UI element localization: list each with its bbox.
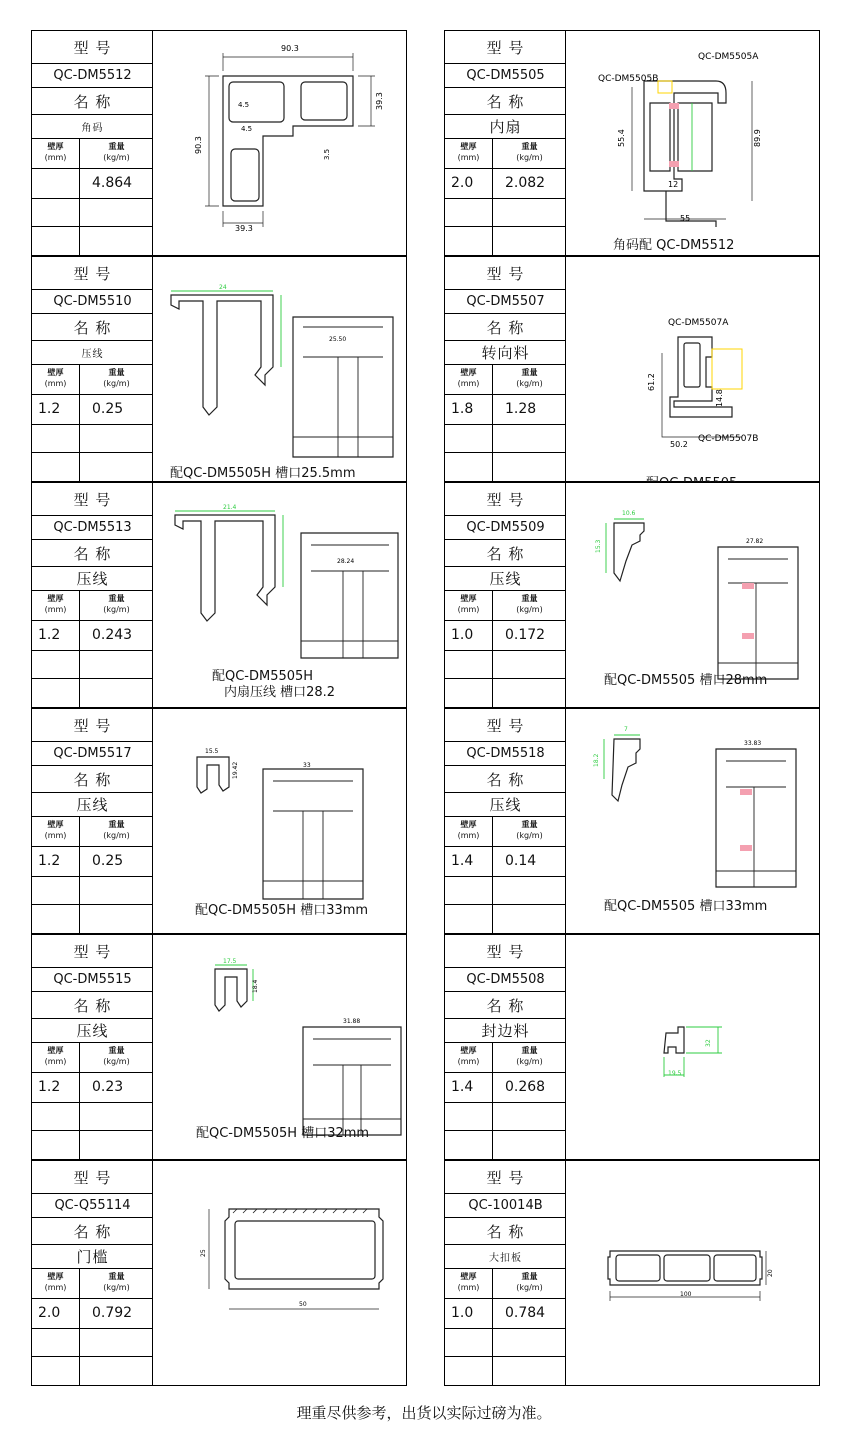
- threshold-drawing: [153, 1161, 406, 1385]
- weight-header: 重量 (kg/m): [103, 594, 130, 614]
- profile-drawing: [153, 935, 406, 1159]
- spec-table: [32, 31, 153, 255]
- thickness-value: 2.0: [38, 1305, 61, 1321]
- name-value: 内扇: [445, 115, 566, 139]
- dim-notch: 33.83: [744, 740, 762, 747]
- thickness-header: 壁厚 (mm): [457, 1272, 480, 1292]
- weight-value: 1.28: [505, 401, 537, 417]
- profile-drawing: [566, 709, 819, 933]
- board-outline: [608, 1251, 762, 1285]
- dim-left: 55.4: [617, 129, 626, 147]
- thickness-header: 壁厚 (mm): [44, 1046, 67, 1066]
- profile-card-qc-dm5512: [31, 30, 407, 256]
- empty-row: [32, 651, 153, 679]
- empty-row: [32, 877, 153, 905]
- model-label: 型 号: [32, 31, 153, 64]
- bead-profile: [171, 295, 273, 415]
- profile-card-qc-dm5510: [31, 256, 407, 482]
- name-value: 转向料: [445, 341, 566, 365]
- model-value: QC-DM5508: [445, 968, 566, 992]
- model-label: 型 号: [445, 31, 566, 64]
- weight-header: 重量 (kg/m): [516, 142, 543, 162]
- dim-notch: 33: [303, 762, 311, 769]
- weight-value: 0.268: [505, 1079, 546, 1095]
- profile-card-qc-dm5513: [31, 482, 407, 708]
- thickness-value: 1.0: [451, 627, 474, 643]
- sash-outline: [644, 81, 726, 191]
- weight-value: 0.792: [92, 1305, 133, 1321]
- empty-row: [445, 199, 566, 227]
- thickness-value: 1.4: [451, 1079, 474, 1095]
- footer-note: 理重尽供参考，出货以实际过磅为准。: [296, 1404, 552, 1422]
- model-value: QC-DM5515: [32, 968, 153, 992]
- spec-table: [32, 483, 153, 707]
- dim-notch: 28.24: [337, 558, 355, 565]
- gasket: [740, 789, 752, 795]
- name-value: 角码: [32, 115, 153, 139]
- profile-drawing: [153, 257, 406, 481]
- dim-notch: 25.50: [329, 336, 347, 343]
- empty-row: [445, 1103, 566, 1131]
- weight-value: 0.25: [92, 853, 124, 869]
- empty-row: [445, 425, 566, 453]
- profile-drawing: [153, 31, 406, 255]
- profile-drawing: [566, 483, 819, 707]
- name-label: 名 称: [445, 88, 566, 115]
- caption: 配QC-DM5505H: [212, 669, 314, 684]
- profile-drawing: [566, 31, 819, 255]
- dim-side: 18.2: [593, 753, 600, 767]
- dim-top: 90.3: [281, 44, 299, 53]
- weight-header: 重量 (kg/m): [516, 368, 543, 388]
- thickness-value: 1.8: [451, 401, 474, 417]
- model-value: QC-10014B: [445, 1194, 566, 1218]
- empty-row: [445, 877, 566, 905]
- weight-value: 4.864: [92, 175, 133, 191]
- model-value: QC-DM5512: [32, 64, 153, 88]
- label-b: QC-DM5507B: [698, 434, 759, 444]
- dim-height: 20: [767, 1269, 774, 1277]
- chamber: [616, 1255, 660, 1281]
- spec-table: [445, 935, 566, 1159]
- caption: 配QC-DM5505 槽口33mm: [604, 899, 768, 914]
- model-label: 型 号: [445, 1161, 566, 1194]
- thickness-value: 2.0: [451, 175, 474, 191]
- empty-row: [32, 1103, 153, 1131]
- caption: 角码配 QC-DM5512: [613, 238, 735, 253]
- dim-height: 61.2: [647, 373, 656, 391]
- edge-trim-drawing: [566, 935, 819, 1159]
- dim-width: 50.2: [670, 440, 688, 449]
- profile-card-qc-dm5508: [444, 934, 820, 1160]
- dim-line: [604, 735, 640, 779]
- dim-small: 14.8: [715, 389, 724, 407]
- thickness-value: 1.2: [38, 853, 61, 869]
- thickness-header: 壁厚 (mm): [457, 368, 480, 388]
- name-value: 压线: [445, 793, 566, 817]
- empty-row: [32, 199, 153, 227]
- dim-inner: 4.5: [241, 125, 253, 133]
- trim-profile: [664, 1027, 684, 1053]
- cover-board-drawing: [566, 1161, 819, 1385]
- profile-drawing: [153, 483, 406, 707]
- name-value: 压线: [32, 567, 153, 591]
- name-label: 名 称: [445, 540, 566, 567]
- model-label: 型 号: [445, 935, 566, 968]
- caption-line-2: 内扇压线 槽口28.2: [224, 685, 336, 700]
- profile-card-qc-q55114: [31, 1160, 407, 1386]
- weight-value: 2.082: [505, 175, 546, 191]
- thickness-value: 1.4: [451, 853, 474, 869]
- dim-width: 100: [680, 1291, 692, 1298]
- thickness-value: 1.2: [38, 1079, 61, 1095]
- profile-card-qc-dm5505: [444, 30, 820, 256]
- dim-top: 15.5: [205, 748, 219, 755]
- corner-cleat-drawing: [153, 31, 406, 255]
- dim-right: 89.9: [753, 129, 762, 147]
- caption: 配QC-DM5505H 槽口25.5mm: [170, 466, 356, 481]
- dim-side: 15.3: [595, 539, 602, 553]
- weight-value: 0.172: [505, 627, 546, 643]
- model-label: 型 号: [32, 1161, 153, 1194]
- profile-card-qc-dm5509: [444, 482, 820, 708]
- highlight-box: [658, 81, 672, 93]
- bead-profile: [215, 969, 247, 1011]
- thickness-header: 壁厚 (mm): [457, 142, 480, 162]
- gasket: [742, 633, 754, 639]
- dim-bottom: 39.3: [235, 224, 253, 233]
- name-value: 压线: [32, 341, 153, 365]
- bead-profile: [197, 757, 229, 793]
- profile-drawing: [153, 709, 406, 933]
- thickness-header: 壁厚 (mm): [44, 594, 67, 614]
- caption: 配QC-DM5505 槽口28mm: [604, 673, 768, 688]
- spec-table: [32, 1161, 153, 1385]
- profile-drawing: [153, 1161, 406, 1385]
- name-label: 名 称: [445, 314, 566, 341]
- dim-bottom: 55: [680, 214, 691, 223]
- profile-card-qc-dm5515: [31, 934, 407, 1160]
- model-value: QC-DM5510: [32, 290, 153, 314]
- thickness-header: 壁厚 (mm): [457, 1046, 480, 1066]
- dim-height: 25: [200, 1249, 207, 1257]
- thickness-header: 壁厚 (mm): [457, 820, 480, 840]
- bead-profile: [175, 515, 275, 621]
- profile-drawing: [566, 935, 819, 1159]
- gasket: [742, 583, 754, 589]
- spec-table: [32, 935, 153, 1159]
- gasket: [669, 103, 679, 109]
- frame-outline: [718, 547, 798, 679]
- weight-value: 0.23: [92, 1079, 124, 1095]
- model-label: 型 号: [32, 935, 153, 968]
- frame-outline: [301, 533, 398, 658]
- profile-card-qc-dm5518: [444, 708, 820, 934]
- name-label: 名 称: [445, 766, 566, 793]
- dim-height: 32: [705, 1039, 712, 1047]
- dim-top: 17.5: [223, 958, 237, 965]
- weight-value: 0.25: [92, 401, 124, 417]
- profile-card-qc-dm5507: [444, 256, 820, 482]
- inner-sash-drawing: [566, 31, 819, 255]
- dim-top: 24: [219, 284, 227, 291]
- caption: 配QC-DM5505H 槽口33mm: [195, 903, 369, 918]
- spec-table: [445, 483, 566, 707]
- name-value: 门槛: [32, 1245, 153, 1269]
- weight-value: 0.14: [505, 853, 537, 869]
- weight-header: 重量 (kg/m): [516, 820, 543, 840]
- thickness-header: 壁厚 (mm): [44, 1272, 67, 1292]
- weight-header: 重量 (kg/m): [516, 1272, 543, 1292]
- bead-profile: [612, 739, 640, 801]
- bead-profile: [614, 523, 644, 581]
- dim-line: [171, 291, 281, 367]
- spec-table: [445, 257, 566, 481]
- model-label: 型 号: [445, 257, 566, 290]
- name-label: 名 称: [32, 88, 153, 115]
- weight-header: 重量 (kg/m): [516, 594, 543, 614]
- highlight-box: [712, 349, 742, 389]
- name-value: 封边料: [445, 1019, 566, 1043]
- empty-row: [445, 651, 566, 679]
- chamber: [714, 1255, 756, 1281]
- dim-right: 39.3: [375, 92, 384, 110]
- name-label: 名 称: [32, 766, 153, 793]
- model-label: 型 号: [445, 709, 566, 742]
- name-label: 名 称: [32, 992, 153, 1019]
- profile-card-qc-10014b: [444, 1160, 820, 1386]
- model-value: QC-Q55114: [32, 1194, 153, 1218]
- empty-row: [32, 1329, 153, 1357]
- frame-outline: [716, 749, 796, 887]
- model-value: QC-DM5509: [445, 516, 566, 540]
- model-value: QC-DM5507: [445, 290, 566, 314]
- label-a: QC-DM5507A: [668, 318, 729, 328]
- empty-row: [445, 1329, 566, 1357]
- dim-inner: 3.5: [323, 148, 331, 160]
- label-a: QC-DM5505A: [698, 52, 759, 62]
- spec-table: [445, 1161, 566, 1385]
- name-label: 名 称: [32, 314, 153, 341]
- dim-top: 7: [624, 726, 628, 733]
- name-value: 压线: [32, 793, 153, 817]
- profile-drawing: [566, 257, 819, 481]
- thickness-header: 壁厚 (mm): [457, 594, 480, 614]
- spec-table: [445, 709, 566, 933]
- spec-table: [32, 257, 153, 481]
- gasket: [740, 845, 752, 851]
- dim-notch: 27.82: [746, 538, 764, 545]
- chamber: [650, 103, 712, 171]
- model-value: QC-DM5513: [32, 516, 153, 540]
- model-value: QC-DM5505: [445, 64, 566, 88]
- dim-left: 90.3: [194, 136, 203, 154]
- spec-table: [445, 31, 566, 255]
- weight-header: 重量 (kg/m): [103, 1046, 130, 1066]
- spec-table: [32, 709, 153, 933]
- dim-small: 12: [668, 180, 679, 189]
- name-label: 名 称: [32, 540, 153, 567]
- chamber: [301, 82, 347, 120]
- dim-side: 19.42: [232, 761, 239, 779]
- model-value: QC-DM5518: [445, 742, 566, 766]
- label-b: QC-DM5505B: [598, 74, 659, 84]
- chamber: [235, 1221, 375, 1279]
- dim-notch: 31.88: [343, 1018, 361, 1025]
- thickness-value: 1.2: [38, 401, 61, 417]
- profile-card-qc-dm5517: [31, 708, 407, 934]
- name-label: 名 称: [445, 992, 566, 1019]
- dim-inner: 4.5: [238, 101, 250, 109]
- dim-side: 18.4: [252, 979, 259, 993]
- thickness-header: 壁厚 (mm): [44, 368, 67, 388]
- thickness-header: 壁厚 (mm): [44, 142, 67, 162]
- thickness-value: 1.0: [451, 1305, 474, 1321]
- chamber: [664, 1255, 710, 1281]
- dim-width: 19.5: [668, 1070, 682, 1077]
- dim-top: 10.6: [622, 510, 636, 517]
- name-label: 名 称: [32, 1218, 153, 1245]
- dim-line: [175, 511, 283, 587]
- weight-header: 重量 (kg/m): [103, 1272, 130, 1292]
- chamber: [231, 149, 259, 201]
- frame-outline: [263, 769, 363, 899]
- model-label: 型 号: [32, 709, 153, 742]
- weight-header: 重量 (kg/m): [103, 820, 130, 840]
- glazing-bead-drawing: [153, 257, 406, 481]
- model-label: 型 号: [32, 257, 153, 290]
- caption: 配QC-DM5505H 槽口32mm: [196, 1126, 370, 1141]
- weight-value: 0.243: [92, 627, 133, 643]
- name-value: 压线: [32, 1019, 153, 1043]
- model-label: 型 号: [32, 483, 153, 516]
- name-value: 压线: [445, 567, 566, 591]
- weight-header: 重量 (kg/m): [103, 368, 130, 388]
- weight-header: 重量 (kg/m): [103, 142, 130, 162]
- weight-value: 0.784: [505, 1305, 546, 1321]
- model-label: 型 号: [445, 483, 566, 516]
- empty-row: [32, 425, 153, 453]
- dim-top: 21.4: [223, 504, 237, 511]
- mullion-drawing: [566, 257, 819, 481]
- frame-leg: [666, 191, 716, 227]
- gasket: [669, 161, 679, 167]
- profile-drawing: [566, 1161, 819, 1385]
- thickness-header: 壁厚 (mm): [44, 820, 67, 840]
- weight-header: 重量 (kg/m): [516, 1046, 543, 1066]
- thickness-value: 1.2: [38, 627, 61, 643]
- dim-width: 50: [299, 1301, 307, 1308]
- profile-outline: [223, 76, 353, 206]
- name-value: 大扣板: [445, 1245, 566, 1269]
- name-label: 名 称: [445, 1218, 566, 1245]
- chamber: [684, 343, 700, 387]
- model-value: QC-DM5517: [32, 742, 153, 766]
